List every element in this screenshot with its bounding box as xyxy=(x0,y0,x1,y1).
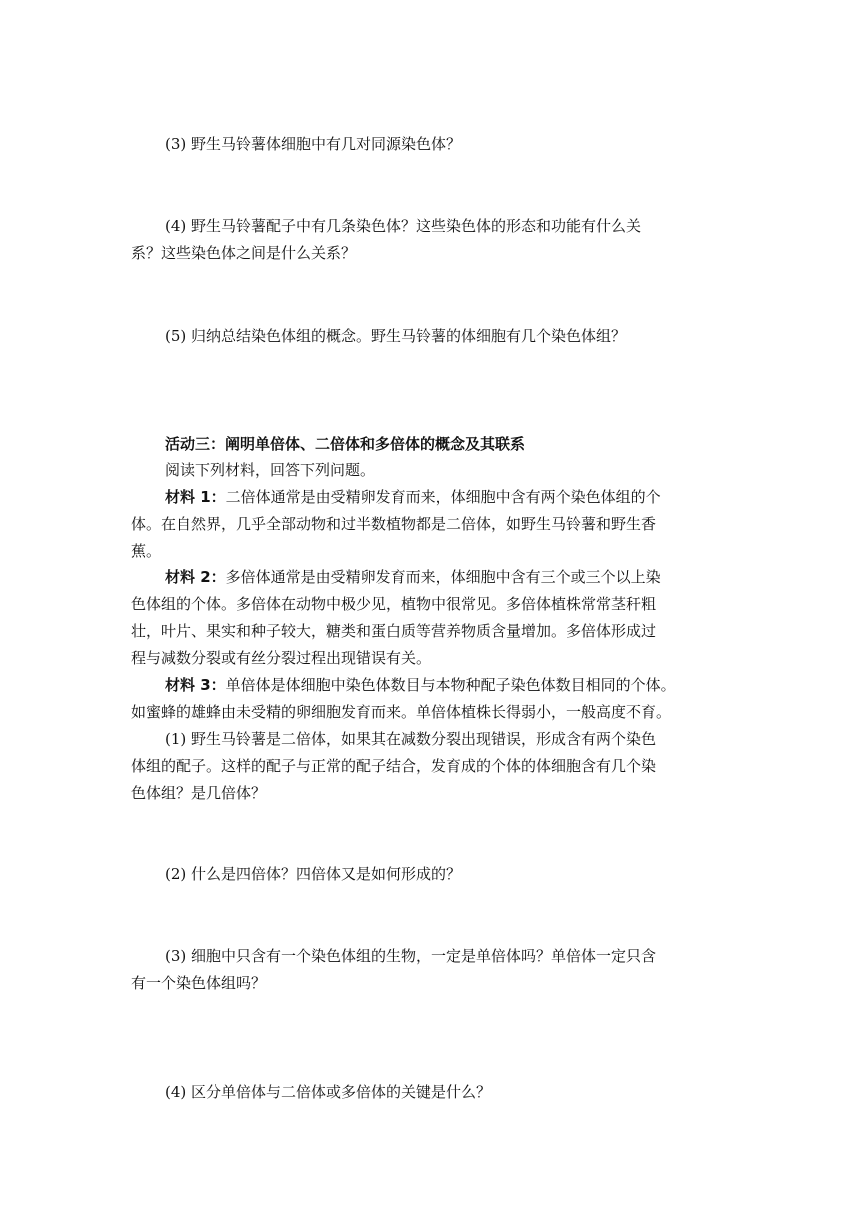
activity-question-4: (4) 区分单倍体与二倍体或多倍体的关键是什么？ xyxy=(165,1083,492,1101)
material-2-line-3: 壮，叶片、果实和种子较大，糖类和蛋白质等营养物质含量增加。多倍体形成过 xyxy=(131,622,657,640)
activity-question-1-line-1: (1) 野生马铃薯是二倍体，如果其在减数分裂出现错误，形成含有两个染色 xyxy=(165,730,657,748)
material-3-line-2: 如蜜蜂的雄蜂由未受精的卵细胞发育而来。单倍体植株长得弱小，一般高度不育。 xyxy=(131,703,672,721)
activity-3-intro: 阅读下列材料，回答下列问题。 xyxy=(165,461,376,479)
question-5-chromosome-set: (5) 归纳总结染色体组的概念。野生马铃薯的体细胞有几个染色体组？ xyxy=(165,327,627,345)
question-3-potato-homologous: (3) 野生马铃薯体细胞中有几对同源染色体？ xyxy=(165,135,462,153)
material-2-line-1 xyxy=(165,566,661,588)
material-2-line-4: 程与减数分裂或有丝分裂过程出现错误有关。 xyxy=(131,649,432,667)
material-2-line-2: 色体组的个体。多倍体在动物中极少见，植物中很常见。多倍体植株常常茎秆粗 xyxy=(131,595,657,613)
material-3-text-1: 单倍体是体细胞中染色体数目与本物种配子染色体数目相同的个体。 xyxy=(225,676,676,694)
material-3-line-1 xyxy=(165,674,676,696)
material-1-line-3: 蕉。 xyxy=(131,542,162,560)
material-2-text-1: 多倍体通常是由受精卵发育而来，体细胞中含有三个或三个以上染 xyxy=(225,568,661,586)
material-1-line-2: 体。在自然界，几乎全部动物和过半数植物都是二倍体，如野生马铃薯和野生香 xyxy=(131,515,657,533)
activity-question-2: (2) 什么是四倍体？四倍体又是如何形成的？ xyxy=(165,865,462,883)
question-4-line-1: (4) 野生马铃薯配子中有几条染色体？这些染色体的形态和功能有什么关 xyxy=(165,217,642,235)
activity-question-3-line-1: (3) 细胞中只含有一个染色体组的生物，一定是单倍体吗？单倍体一定只含 xyxy=(165,947,657,965)
activity-question-3-line-2: 有一个染色体组吗？ xyxy=(131,974,267,992)
activity-question-1-line-2: 体组的配子。这样的配子与正常的配子结合，发育成的个体的体细胞含有几个染 xyxy=(131,757,657,775)
material-2-label: 材料 2： xyxy=(165,568,226,586)
material-3-label: 材料 3： xyxy=(165,676,226,694)
activity-3-title: 活动三：阐明单倍体、二倍体和多倍体的概念及其联系 xyxy=(165,435,526,453)
material-1-line-1 xyxy=(165,486,661,508)
question-4-line-2: 系？这些染色体之间是什么关系？ xyxy=(131,244,357,262)
material-1-label: 材料 1： xyxy=(165,488,226,506)
material-1-text-1: 二倍体通常是由受精卵发育而来，体细胞中含有两个染色体组的个 xyxy=(225,488,661,506)
activity-question-1-line-3: 色体组？是几倍体？ xyxy=(131,784,267,802)
